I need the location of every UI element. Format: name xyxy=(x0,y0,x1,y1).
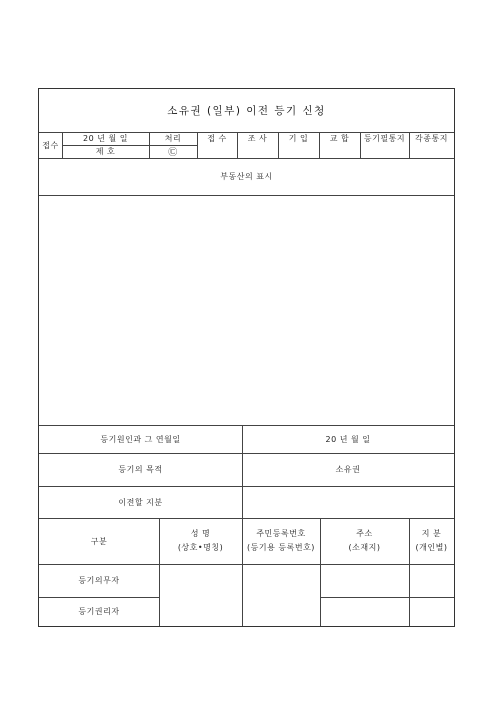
party-share-label: 지 분 xyxy=(421,529,442,538)
holder-label: 등기권리자 xyxy=(78,607,120,616)
reception-date: 20 년 월 일 xyxy=(83,134,128,143)
party-kind-header: 구분 xyxy=(90,536,108,546)
share-label: 이전할 지분 xyxy=(118,497,163,507)
obligor-address-cell[interactable] xyxy=(320,564,409,597)
party-id-label: 주민등록번호 xyxy=(256,529,306,538)
party-address-label: 주소 xyxy=(356,529,373,538)
party-id-cell[interactable] xyxy=(242,564,320,626)
party-id-header xyxy=(242,518,320,564)
form-title: 소유권 (일부) 이전 등기 신청 xyxy=(167,105,326,117)
holder-share-cell[interactable] xyxy=(409,597,454,626)
party-share-sublabel: (개인별) xyxy=(415,543,448,552)
obligor-share-cell[interactable] xyxy=(409,564,454,597)
col-completion-notice: 등기필통지 xyxy=(363,134,406,143)
reception-number: 제 호 xyxy=(95,147,116,156)
party-address-header xyxy=(320,518,409,564)
seal-icon: ㉢ xyxy=(168,148,178,158)
party-share-header xyxy=(409,518,454,564)
col-reception: 접 수 xyxy=(207,134,227,143)
party-name-cell[interactable] xyxy=(159,564,242,626)
party-name-header xyxy=(159,518,242,564)
purpose-value[interactable]: 소유권 xyxy=(335,465,361,474)
col-other-notice: 각종통지 xyxy=(415,134,448,143)
party-name-label: 성 명 xyxy=(190,529,211,538)
holder-address-cell[interactable] xyxy=(320,597,409,626)
cause-label: 등기원인과 그 연월일 xyxy=(100,434,181,444)
party-id-sublabel: (등기용 등록번호) xyxy=(247,543,315,552)
property-header: 부동산의 표시 xyxy=(220,172,273,181)
share-value[interactable] xyxy=(242,486,454,518)
property-description-area[interactable] xyxy=(39,195,454,425)
cause-value[interactable]: 20 년 월 일 xyxy=(325,434,371,444)
party-name-sublabel: (상호•명칭) xyxy=(177,543,224,552)
obligor-label: 등기의무자 xyxy=(78,576,120,585)
col-entry: 기 입 xyxy=(288,134,309,143)
reception-label: 접수 xyxy=(42,140,59,150)
col-verify: 교 합 xyxy=(329,134,350,143)
purpose-label: 등기의 목적 xyxy=(118,465,163,474)
party-address-sublabel: (소재지) xyxy=(348,543,381,552)
registration-form xyxy=(38,88,455,627)
process-label: 처리 xyxy=(164,134,182,143)
col-investigation: 조 사 xyxy=(247,134,268,143)
